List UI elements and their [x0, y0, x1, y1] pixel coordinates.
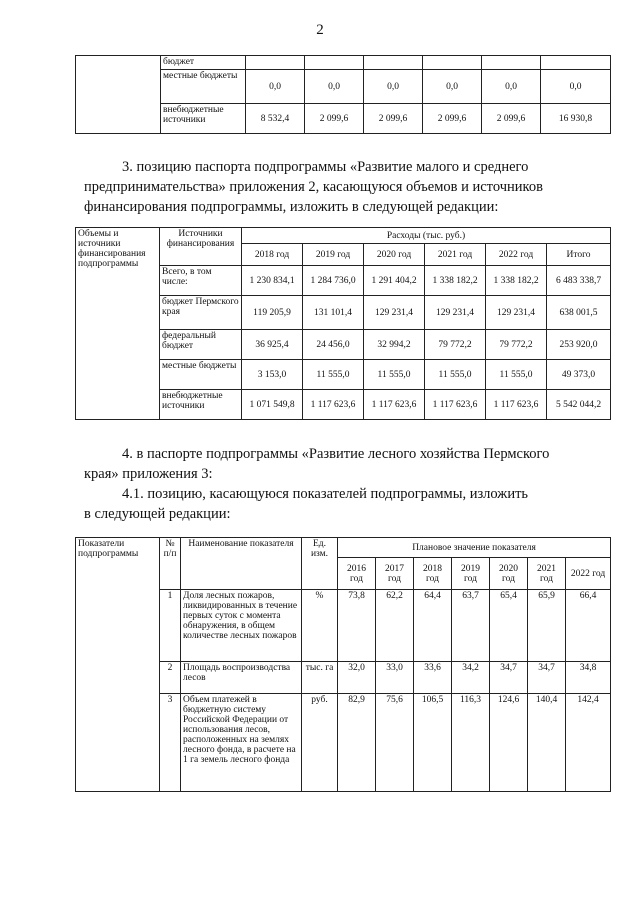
row-label: местные бюджеты [161, 70, 246, 104]
cell [364, 56, 423, 70]
year-header: 2019 год [303, 244, 364, 266]
cell: 0,0 [246, 70, 305, 104]
paragraph-line: 4.1. позицию, касающуюся показателей подпрограммы, изложить [122, 486, 529, 502]
cell: 82,9 [338, 694, 376, 792]
cell: 64,4 [414, 590, 452, 662]
cell: 66,4 [566, 590, 611, 662]
row-number: 3 [160, 694, 181, 792]
cell: 1 117 623,6 [486, 390, 547, 420]
row-label: внебюджетные источники [161, 104, 246, 134]
cell [482, 56, 541, 70]
cell: 131 101,4 [303, 296, 364, 330]
cell: 5 542 044,2 [547, 390, 611, 420]
cell: 3 153,0 [242, 360, 303, 390]
cell: 65,9 [528, 590, 566, 662]
cell: 129 231,4 [364, 296, 425, 330]
funding-table-continued [75, 55, 611, 134]
cell: 8 532,4 [246, 104, 305, 134]
cell: 62,2 [376, 590, 414, 662]
cell: 1 338 182,2 [425, 266, 486, 296]
cell: 32,0 [338, 662, 376, 694]
row-label: бюджет Пермского края [160, 296, 242, 330]
row-label: Всего, в том числе: [160, 266, 242, 296]
cell [423, 56, 482, 70]
year-header: Итого [547, 244, 611, 266]
year-header: 2018 год [414, 558, 452, 590]
cell: 638 001,5 [547, 296, 611, 330]
year-header: 2019 год [452, 558, 490, 590]
cell: 33,6 [414, 662, 452, 694]
row-number: 1 [160, 590, 181, 662]
plan-header: Плановое значение показателя [338, 538, 611, 558]
cell: 1 230 834,1 [242, 266, 303, 296]
cell [305, 56, 364, 70]
name-header: Наименование показателя [181, 538, 302, 590]
paragraph-line: финансирования подпрограммы, изложить в следующей редакции: [84, 199, 499, 215]
cell: 36 925,4 [242, 330, 303, 360]
cell: 24 456,0 [303, 330, 364, 360]
cell: 11 555,0 [303, 360, 364, 390]
cell: 116,3 [452, 694, 490, 792]
cell: 119 205,9 [242, 296, 303, 330]
expenses-header: Расходы (тыс. руб.) [242, 228, 611, 244]
cell: 253 920,0 [547, 330, 611, 360]
cell: 0,0 [482, 70, 541, 104]
unit: тыс. га [302, 662, 338, 694]
unit: руб. [302, 694, 338, 792]
subprogram-funding-table [75, 227, 611, 420]
paragraph-line: предпринимательства» приложения 2, касающуюся объемов и источников [84, 179, 543, 195]
cell: 11 555,0 [486, 360, 547, 390]
cell: 142,4 [566, 694, 611, 792]
indicator-name: Объем платежей в бюджетную систему Российской Федерации от использования лесов, расположенных на землях лесного фонда, в расчете на 1 га земель лесного фонда [181, 694, 302, 792]
year-header: 2018 год [242, 244, 303, 266]
table-row [76, 56, 611, 70]
year-header: 2021 год [425, 244, 486, 266]
cell: 2 099,6 [482, 104, 541, 134]
cell: 2 099,6 [423, 104, 482, 134]
paragraph-line: в следующей редакции: [84, 506, 231, 522]
cell: 1 291 404,2 [364, 266, 425, 296]
cell: 34,7 [528, 662, 566, 694]
cell: 73,8 [338, 590, 376, 662]
cell: 34,2 [452, 662, 490, 694]
cell: 16 930,8 [541, 104, 611, 134]
cell: 1 071 549,8 [242, 390, 303, 420]
row-number: 2 [160, 662, 181, 694]
page-number: 2 [316, 22, 324, 38]
cell: 11 555,0 [425, 360, 486, 390]
cell: 2 099,6 [364, 104, 423, 134]
cell: 1 117 623,6 [425, 390, 486, 420]
row-label: местные бюджеты [160, 360, 242, 390]
cell: 140,4 [528, 694, 566, 792]
cell: 2 099,6 [305, 104, 364, 134]
paragraph-4 [84, 444, 600, 524]
cell: 1 338 182,2 [486, 266, 547, 296]
row-header: Объемы и источники финансирования подпрограммы [76, 228, 160, 420]
cell: 106,5 [414, 694, 452, 792]
empty-cell [76, 56, 161, 134]
cell: 32 994,2 [364, 330, 425, 360]
cell: 11 555,0 [364, 360, 425, 390]
year-header: 2017 год [376, 558, 414, 590]
paragraph-line: края» приложения 3: [84, 466, 213, 482]
year-header: 2022 год [566, 558, 611, 590]
cell: 124,6 [490, 694, 528, 792]
table-row [76, 228, 611, 244]
cell: 0,0 [364, 70, 423, 104]
unit: % [302, 590, 338, 662]
cell: 49 373,0 [547, 360, 611, 390]
cell: 34,8 [566, 662, 611, 694]
cell: 1 284 736,0 [303, 266, 364, 296]
cell [541, 56, 611, 70]
subprogram-indicators-table [75, 537, 611, 792]
sources-header: Источники финансирования [160, 228, 242, 266]
cell: 1 117 623,6 [364, 390, 425, 420]
year-header: 2020 год [490, 558, 528, 590]
cell: 79 772,2 [425, 330, 486, 360]
indicator-name: Доля лесных пожаров, ликвидированных в течение первых суток с момента обнаружения, в общем количестве лесных пожаров [181, 590, 302, 662]
cell: 0,0 [423, 70, 482, 104]
cell: 129 231,4 [486, 296, 547, 330]
cell: 75,6 [376, 694, 414, 792]
paragraph-line: 3. позицию паспорта подпрограммы «Развитие малого и среднего [122, 159, 529, 175]
cell: 79 772,2 [486, 330, 547, 360]
cell: 34,7 [490, 662, 528, 694]
year-header: 2016 год [338, 558, 376, 590]
cell: 33,0 [376, 662, 414, 694]
row-label: бюджет [161, 56, 246, 70]
table-row [76, 538, 611, 558]
year-header: 2021 год [528, 558, 566, 590]
paragraph-3 [84, 157, 600, 217]
cell: 129 231,4 [425, 296, 486, 330]
cell: 1 117 623,6 [303, 390, 364, 420]
year-header: 2020 год [364, 244, 425, 266]
paragraph-line: 4. в паспорте подпрограммы «Развитие лесного хозяйства Пермского [122, 446, 550, 462]
cell: 6 483 338,7 [547, 266, 611, 296]
cell: 65,4 [490, 590, 528, 662]
cell: 63,7 [452, 590, 490, 662]
number-header: № п/п [160, 538, 181, 590]
cell [246, 56, 305, 70]
row-header: Показатели подпрограммы [76, 538, 160, 792]
cell: 0,0 [541, 70, 611, 104]
row-label: федеральный бюджет [160, 330, 242, 360]
indicator-name: Площадь воспроизводства лесов [181, 662, 302, 694]
year-header: 2022 год [486, 244, 547, 266]
cell: 0,0 [305, 70, 364, 104]
unit-header: Ед. изм. [302, 538, 338, 590]
row-label: внебюджетные источники [160, 390, 242, 420]
